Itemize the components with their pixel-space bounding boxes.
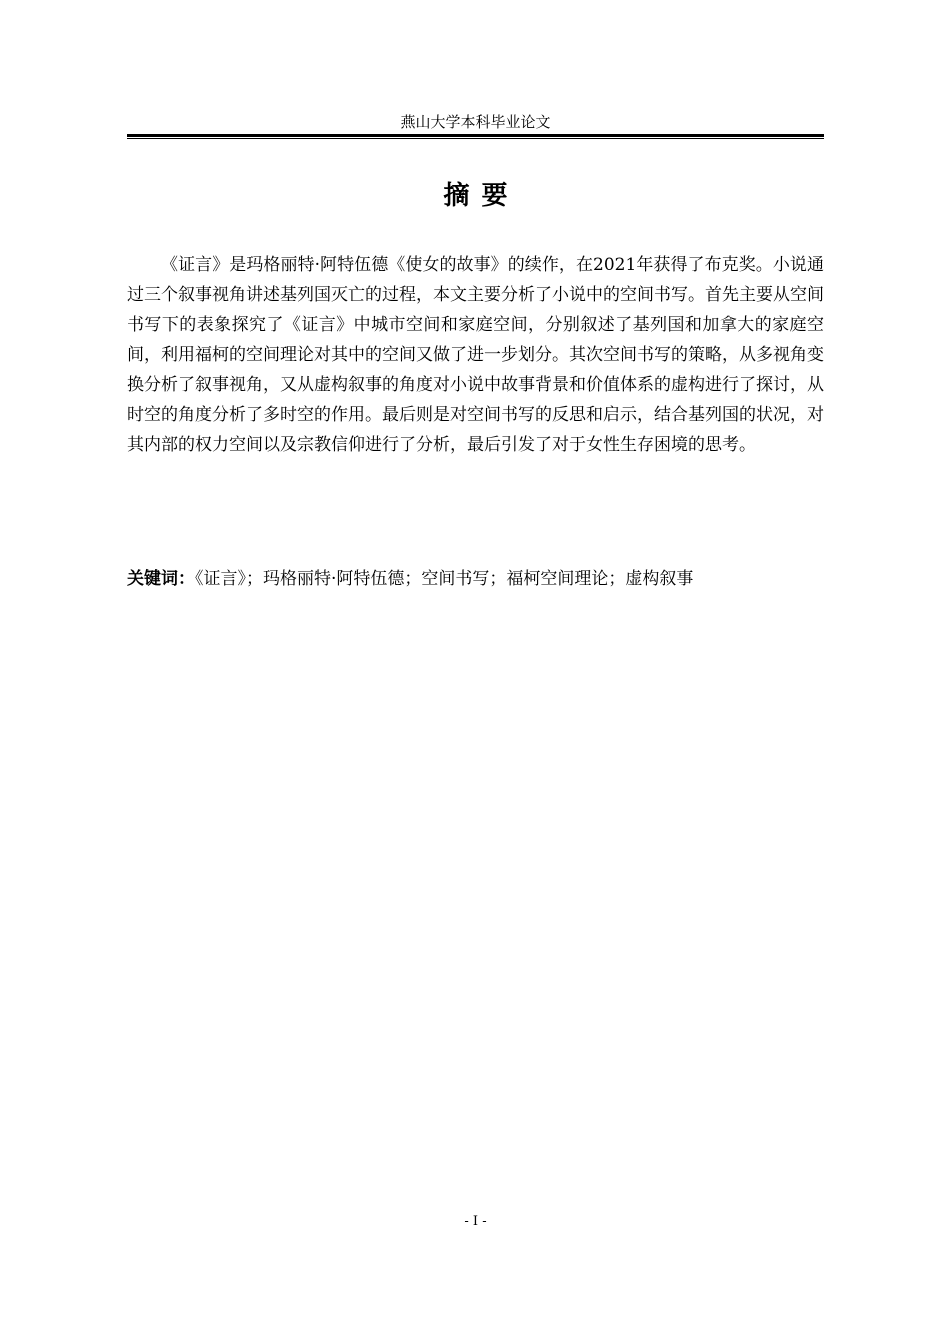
running-header: 燕山大学本科毕业论文 [400,113,551,131]
keywords-line [127,564,824,594]
page-number: - I - [464,1214,487,1229]
header-rule-thick [127,134,824,137]
keywords-label: 关键词： [127,569,195,589]
header-rule [127,134,824,140]
abstract-title: 摘要 [443,181,520,211]
abstract-body: 《证言》是玛格丽特·阿特伍德《使女的故事》的续作，在2021年获得了布克奖。小说通过三个叙事视角讲述基列国灭亡的过程，本文主要分析了小说中的空间书写。首先主要从空间书写下的表象探究了《证言》中城市空间和家庭空间，分别叙述了基列国和加拿大的家庭空间，利用福柯的空间理论对其中的空间又做了进一步划分。其次空间书写的策略，从多视角变换分析了叙事视角，又从虚构叙事的角度对小说中故事背景和价值体系的虚构进行了探讨，从时空的角度分析了多时空的作用。最后则是对空间书写的反思和启示，结合基列国的状况，对其内部的权力空间以及宗教信仰进行了分析，最后引发了对于女性生存困境的思考。 [127,255,824,455]
keywords-text: 《证言》；玛格丽特·阿特伍德；空间书写；福柯空间理论；虚构叙事 [195,569,694,589]
header-rule-thin [127,138,824,139]
